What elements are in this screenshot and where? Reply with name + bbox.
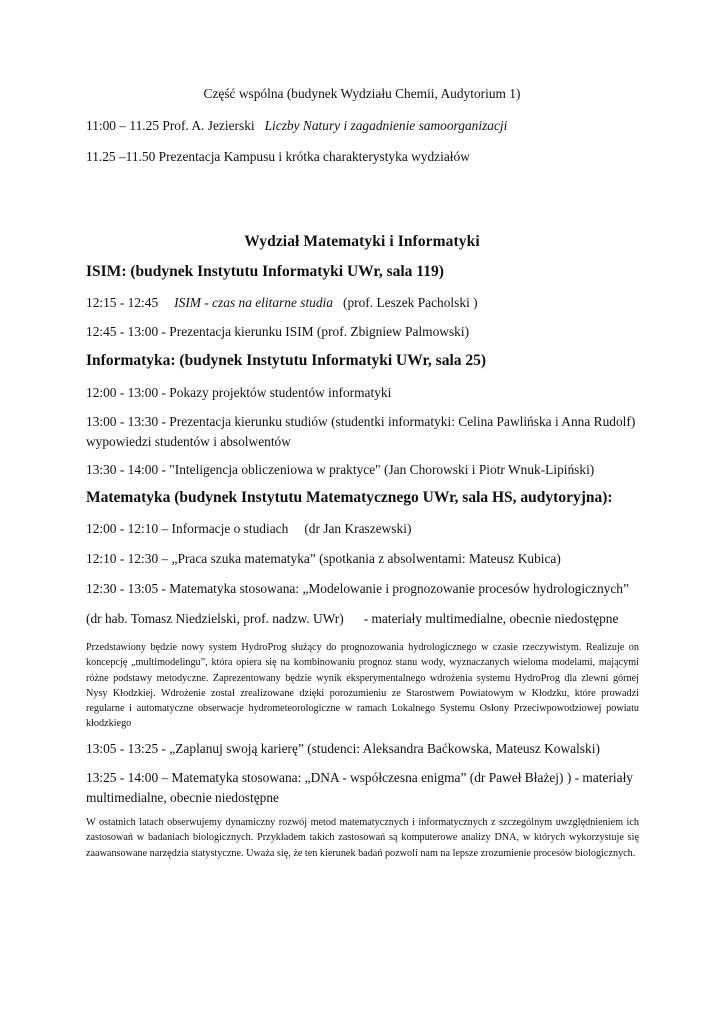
matematyka-description-2: W ostatnich latach obserwujemy dynamiczny rozwój metod matematycznych i informatycznych z szczególnym uwzględnieniem ich zastosowań w badaniach biologicznych. Przykładem takich zastosowań są komputerowe analizy DNA, w których wykorzystuje się zaawansowane narzędzia statystyczne. Uważa się, że ten kierunek badań pozwoli nam na lepsze zrozumienie procesów biologicznych. [86,817,639,859]
isim-heading: ISIM: (budynek Instytutu Informatyki UWr, sala 119) [86,263,444,280]
matematyka-heading: Matematyka (budynek Instytutu Matematycznego UWr, sala HS, audytoryjna): [86,489,613,506]
matematyka-description-1: Przedstawiony będzie nowy system HydroProg służący do prognozowania hydrologicznego w czasie rzeczywistym. Realizuje on koncepcję „multimodelingu”, która opiera się na kombinowaniu prognoz stanu wody, wyznaczanych wieloma modelami, mającymi różne podstawy metodyczne. Zaprezentowany będzie wynik eksperymentalnego wdrożenia systemu HydroProg dla zlewni górnej Nysy Kłodzkiej. Wdrożenie został zrealizowane dzięki porozumieniu ze Starostwem Powiatowym w Kłodzku, które prowadzi regularne i automatyczne obserwacje hydrometeorologiczne w ramach Lokalnego Systemu Osłony Przeciwpowodziowej powiatu kłodzkiego [86,642,639,730]
common-row-1 [86,117,507,134]
informatyka-heading: Informatyka: (budynek Instytutu Informatyki UWr, sala 25) [86,352,487,369]
matematyka-row-4-note: - materiały multimedialne, obecnie niedostępne [363,611,619,626]
common-row-1-title: Liczby Natury i zagadnienie samoorganizacji [264,118,508,133]
common-section-heading: Część wspólna (budynek Wydziału Chemii, Audytorium 1) [203,86,521,101]
isim-row-1-speaker: (prof. Leszek Pacholski ) [342,295,478,310]
isim-row-1-time: 12:15 - 12:45 [86,295,159,310]
common-row-1-time: 11:00 – 11.25 Prof. A. Jezierski [86,118,255,133]
isim-row-1-title: ISIM - czas na elitarne studia [174,295,333,310]
isim-row-1 [86,294,478,311]
faculty-title: Wydział Matematyki i Informatyki [244,233,480,250]
matematyka-row-1 [86,520,411,537]
informatyka-row-3: 13:30 - 14:00 - "Inteligencja obliczeniowa w praktyce" (Jan Chorowski i Piotr Wnuk-Lipiński) [86,462,595,477]
matematyka-row-5: 13:05 - 13:25 - „Zaplanuj swoją karierę” (studenci: Aleksandra Baćkowska, Mateusz Kowalski) [86,741,600,756]
matematyka-row-4 [86,610,618,627]
informatyka-row-1: 12:00 - 13:00 - Pokazy projektów studentów informatyki [86,385,392,400]
common-row-2: 11.25 –11.50 Prezentacja Kampusu i krótka charakterystyka wydziałów [86,149,470,164]
matematyka-row-1-title: 12:00 - 12:10 – Informacje o studiach [86,521,289,536]
informatyka-row-2: 13:00 - 13:30 - Prezentacja kierunku studiów (studentki informatyki: Celina Pawlińska i Anna Rudolf) wypowiedzi studentów i absolwentów [86,414,636,449]
matematyka-row-3: 12:30 - 13:05 - Matematyka stosowana: „Modelowanie i prognozowanie procesów hydrologicznych” [86,581,629,596]
matematyka-row-2: 12:10 - 12:30 – „Praca szuka matematyka” (spotkania z absolwentami: Mateusz Kubica) [86,551,561,566]
isim-row-2: 12:45 - 13:00 - Prezentacja kierunku ISIM (prof. Zbigniew Palmowski) [86,324,470,339]
matematyka-row-4-speaker: (dr hab. Tomasz Niedzielski, prof. nadzw. UWr) [86,611,344,626]
matematyka-row-1-speaker: (dr Jan Kraszewski) [304,521,412,536]
matematyka-row-6: 13:25 - 14:00 – Matematyka stosowana: „DNA - współczesna enigma” (dr Paweł Błażej) ) - materiały multimedialne, obecnie niedostępne [86,770,633,805]
